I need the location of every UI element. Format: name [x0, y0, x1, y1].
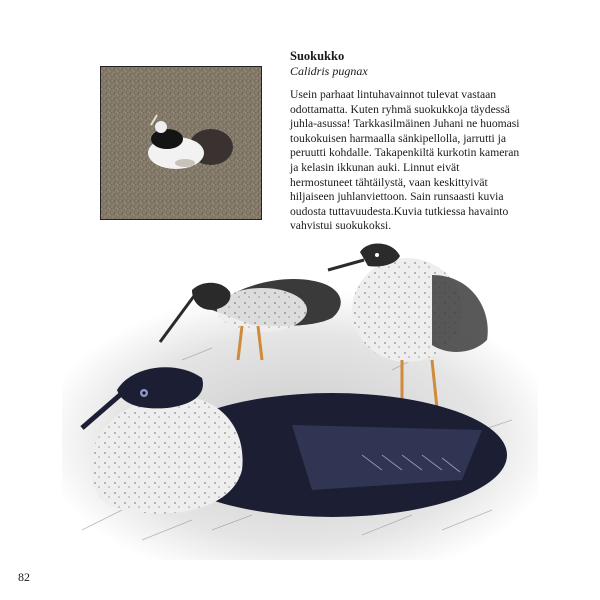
ruff-drawing	[62, 230, 538, 560]
ruff-illustration	[62, 230, 538, 560]
ruff-photo	[100, 66, 262, 220]
ruff-photo-image	[101, 67, 261, 219]
page-number: 82	[18, 570, 30, 584]
species-title: Suokukko	[290, 49, 345, 63]
species-latin-name: Calidris pugnax	[290, 64, 368, 78]
body-paragraph: Usein parhaat lintuhavainnot tulevat vastaan odottamatta. Kuten ryhmä suokukkoja täydessä juhla-asussa! Tarkkasilmäinen Juhani ne huomasi toukokuisen harmaalla sänkipellolla, jarrutti ja peruutti kohdalle. Takapenkiltä kurkotin kameran ja kelasin ikkunan auki. Linnut eivät hermostuneet tähtäilystä, vaan keskittyivät hiljaiseen juhlanviettoon. Sain runsaasti kuvia oudosta tuttavuudesta.Kuvia tutkiessa havainto vahvistui suokukoksi.	[290, 88, 520, 233]
